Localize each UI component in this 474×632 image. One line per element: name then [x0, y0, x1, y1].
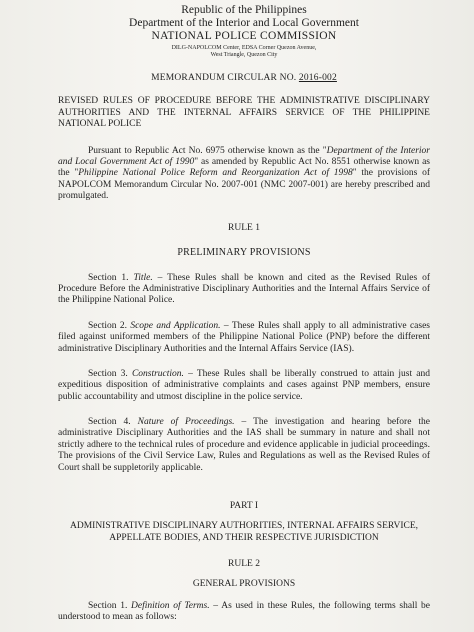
section-heading: Nature of Proceedings.	[137, 417, 235, 428]
rule-2-heading: RULE 2	[228, 558, 260, 569]
section-2-scope	[58, 321, 430, 355]
part-1-title: ADMINISTRATIVE DISCIPLINARY AUTHORITIES, INTERNAL AFFAIRS SERVICE, APPELLATE BODIES, AND THEIR RESPECTIVE JURISDICTION	[69, 521, 419, 543]
section-text: – These Rules shall apply to all administrative cases filed against uniformed members of the Philippine National Police (PNP) before the different administrative Disciplinary Authorities and the Internal Affairs Service (IAS).	[58, 320, 430, 354]
rule-1-heading: RULE 1	[228, 222, 260, 233]
intro-text-e: " the provisions of NAPOLCOM Memorandum Circular No. 2007-001 (NMC 2007-001) are hereby prescribed and promulgated.	[58, 168, 431, 202]
letterhead-address-2: West Triangle, Quezon City	[210, 51, 278, 58]
section-label: Section 3.	[88, 368, 128, 379]
section-heading: Scope and Application.	[130, 320, 221, 331]
memo-circular-heading	[58, 73, 430, 83]
memo-prefix: MEMORANDUM CIRCULAR NO.	[151, 73, 297, 84]
section-label: Section 1.	[88, 272, 129, 283]
section-heading: Definition of Terms.	[131, 600, 210, 611]
letterhead-department: Department of the Interior and Local Government	[129, 17, 359, 30]
section-label: Section 4.	[88, 417, 131, 428]
intro-act-1998: Philippine National Police Reform and Reorganization Act of 1998	[78, 168, 353, 179]
memo-number: 2016-002	[298, 73, 337, 84]
intro-paragraph	[58, 146, 430, 203]
intro-text-c: " as amended by Republic Act No. 8551 otherwise known as the "	[58, 157, 430, 179]
definition-of-terms	[58, 601, 430, 624]
section-heading: Title.	[133, 272, 153, 283]
letterhead-commission: NATIONAL POLICE COMMISSION	[151, 30, 337, 43]
part-1-heading: PART I	[229, 501, 259, 512]
intro-act-1990: Department of the Interior and Local Government Act of 1990	[58, 145, 430, 167]
memo-subject: REVISED RULES OF PROCEDURE BEFORE THE ADMINISTRATIVE DISCIPLINARY AUTHORITIES AND THE INTERNAL AFFAIRS SERVICE OF THE PHILIPPINE NATIONAL POLICE	[58, 96, 430, 130]
letterhead-republic: Republic of the Philippines	[181, 4, 307, 16]
letterhead	[58, 4, 430, 58]
section-heading: Construction.	[131, 368, 184, 379]
section-1-title	[58, 273, 430, 307]
section-text: – These Rules shall be known and cited as the Revised Rules of Procedure Before the Administrative Disciplinary Authorities and the Internal Affairs Service of the Philippine National Police.	[58, 272, 431, 306]
rule-2-title: GENERAL PROVISIONS	[192, 578, 296, 589]
section-label: Section 1.	[88, 600, 128, 611]
section-text: – As used in these Rules, the following terms shall be understood to mean as follows:	[58, 600, 431, 623]
intro-text-a: Pursuant to Republic Act No. 6975 otherwise known as the "	[88, 145, 327, 156]
letterhead-address-1: DILG-NAPOLCOM Center, EDSA Corner Quezon Avenue,	[171, 44, 317, 51]
section-text: – These Rules shall be liberally construed to attain just and expeditious disposition of administrative complaints and cases against PNP members, ensure public accountability and utmost discipline in the police service.	[58, 368, 430, 402]
section-3-construction	[58, 369, 430, 403]
section-4-nature	[58, 417, 430, 474]
rule-1-title: PRELIMINARY PROVISIONS	[177, 246, 311, 258]
section-label: Section 2.	[88, 320, 127, 331]
section-text: – The investigation and hearing before the administrative Disciplinary Authorities and the IAS shall be summary in nature and shall not strictly adhere to the technical rules of procedure and evidence applicable in judicial proceedings. The provisions of the Civil Service Law, Rules and Regulations as well as the Revised Rules of Court shall be suppletorily applicable.	[58, 417, 431, 473]
